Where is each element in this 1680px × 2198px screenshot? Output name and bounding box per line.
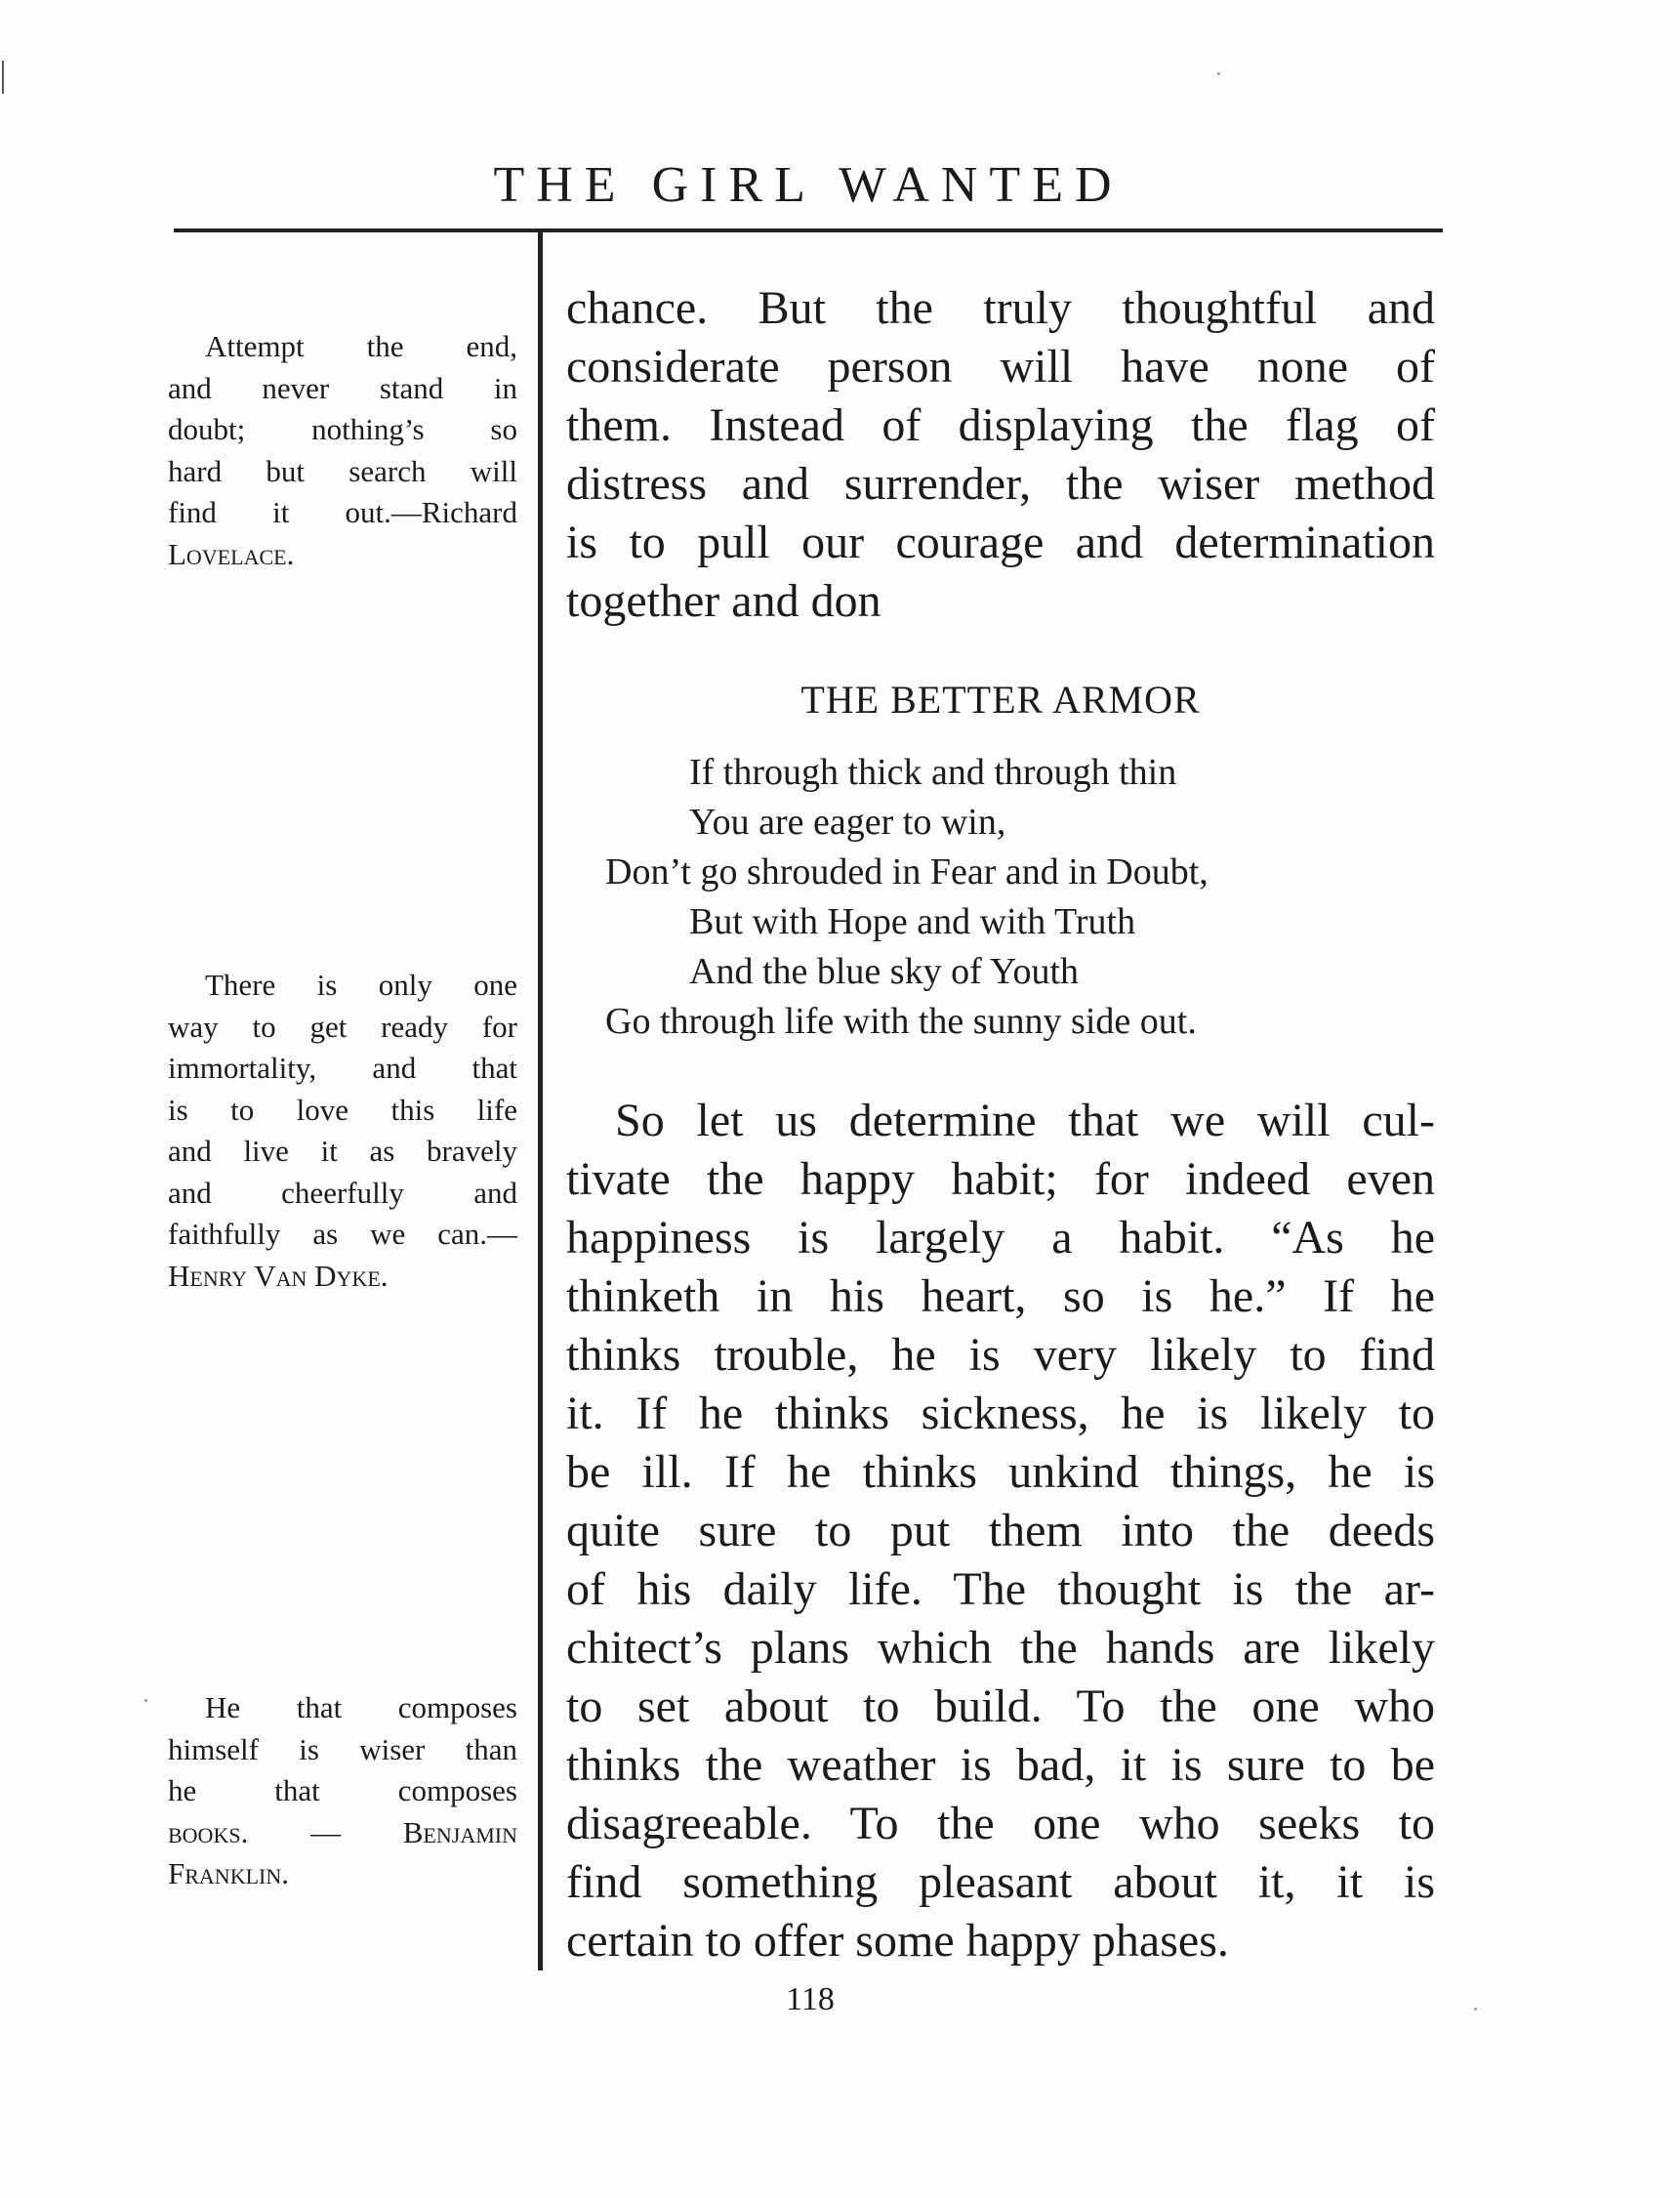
poem-line: If through thick and through thin bbox=[689, 752, 1177, 793]
paragraph-line: quite sure to put them into the deeds bbox=[566, 1505, 1435, 1556]
paragraph-line: it. If he thinks sickness, he is likely to bbox=[566, 1388, 1435, 1439]
sidenote-lovelace bbox=[168, 326, 517, 575]
paragraph-line: to set about to build. To the one who bbox=[566, 1680, 1435, 1732]
sidenote-line: books. — Benjamin bbox=[168, 1814, 517, 1849]
paragraph-line: happiness is largely a habit. “As he bbox=[566, 1212, 1435, 1264]
sidenote-line: Attempt the end, bbox=[205, 329, 517, 363]
paragraph-line: together and don bbox=[566, 575, 881, 627]
paragraph-line: certain to offer some happy phases. bbox=[566, 1915, 1229, 1967]
poem-line: But with Hope and with Truth bbox=[689, 901, 1136, 942]
poem bbox=[605, 748, 1209, 1047]
sidenote-line: doubt; nothing’s so bbox=[168, 412, 517, 446]
paragraph-line: thinketh in his heart, so is he.” If he bbox=[566, 1270, 1435, 1322]
poem-line: And the blue sky of Youth bbox=[689, 951, 1080, 992]
paragraph-line: them. Instead of displaying the flag of bbox=[566, 399, 1435, 451]
sidenote-attribution: Henry Van Dyke. bbox=[168, 1258, 389, 1293]
sidenote-line: He that composes bbox=[205, 1690, 517, 1724]
paragraph-line: considerate person will have none of bbox=[566, 341, 1435, 393]
sidenote-line: hard but search will bbox=[168, 453, 517, 488]
sidenote-line: and cheerfully and bbox=[168, 1175, 517, 1210]
header-rule bbox=[174, 228, 1443, 232]
column-divider-rule bbox=[538, 232, 543, 1970]
main-paragraph-1 bbox=[566, 279, 1435, 631]
paragraph-line: chitect’s plans which the hands are likely bbox=[566, 1622, 1435, 1674]
paragraph-line: is to pull our courage and determination bbox=[566, 517, 1435, 568]
paragraph-line: be ill. If he thinks unkind things, he is bbox=[566, 1446, 1435, 1498]
sidenote-line: and live it as bravely bbox=[168, 1134, 517, 1168]
paragraph-line: find something pleasant about it, it is bbox=[566, 1856, 1435, 1908]
sidenote-line: and never stand in bbox=[168, 370, 517, 405]
paragraph-line: chance. But the truly thoughtful and bbox=[566, 282, 1435, 334]
sidenote-line: he that composes bbox=[168, 1773, 517, 1807]
sidenote-attribution: Lovelace. bbox=[168, 536, 295, 571]
sidenote-line: find it out.—Richard bbox=[168, 495, 517, 529]
paragraph-line: tivate the happy habit; for indeed even bbox=[566, 1153, 1435, 1205]
paragraph-line: disagreeable. To the one who seeks to bbox=[566, 1798, 1435, 1849]
scan-edge-mark bbox=[2, 61, 4, 94]
poem-line: Go through life with the sunny side out. bbox=[605, 1001, 1197, 1042]
paragraph-line: distress and surrender, the wiser method bbox=[566, 458, 1435, 510]
sidenote-van-dyke bbox=[168, 965, 517, 1297]
sidenote-attribution: Franklin. bbox=[168, 1856, 289, 1890]
sidenote-line: immortality, and that bbox=[168, 1051, 517, 1085]
scan-speck bbox=[144, 1699, 147, 1702]
sidenote-franklin bbox=[168, 1687, 517, 1895]
poem-line: You are eager to win, bbox=[689, 802, 1006, 843]
sidenote-line: is to love this life bbox=[168, 1092, 517, 1127]
poem-line: Don’t go shrouded in Fear and in Doubt, bbox=[605, 851, 1209, 892]
paragraph-line: of his daily life. The thought is the ar- bbox=[566, 1563, 1435, 1615]
paragraph-line: So let us determine that we will cul- bbox=[615, 1095, 1435, 1146]
sidenote-line: There is only one bbox=[205, 968, 517, 1002]
paragraph-line: thinks the weather is bad, it is sure to be bbox=[566, 1739, 1435, 1791]
page-number: 118 bbox=[786, 1981, 835, 2017]
sidenote-line: faithfully as we can.— bbox=[168, 1217, 517, 1251]
paragraph-line: thinks trouble, he is very likely to find bbox=[566, 1329, 1435, 1381]
main-paragraph-2 bbox=[566, 1092, 1435, 1970]
sidenote-line: way to get ready for bbox=[168, 1009, 517, 1044]
scan-speck bbox=[1217, 72, 1220, 75]
running-title: THE GIRL WANTED bbox=[493, 157, 1124, 213]
sidenote-line: himself is wiser than bbox=[168, 1731, 517, 1766]
scan-speck bbox=[1474, 2008, 1477, 2011]
poem-title: THE BETTER ARMOR bbox=[800, 678, 1201, 722]
